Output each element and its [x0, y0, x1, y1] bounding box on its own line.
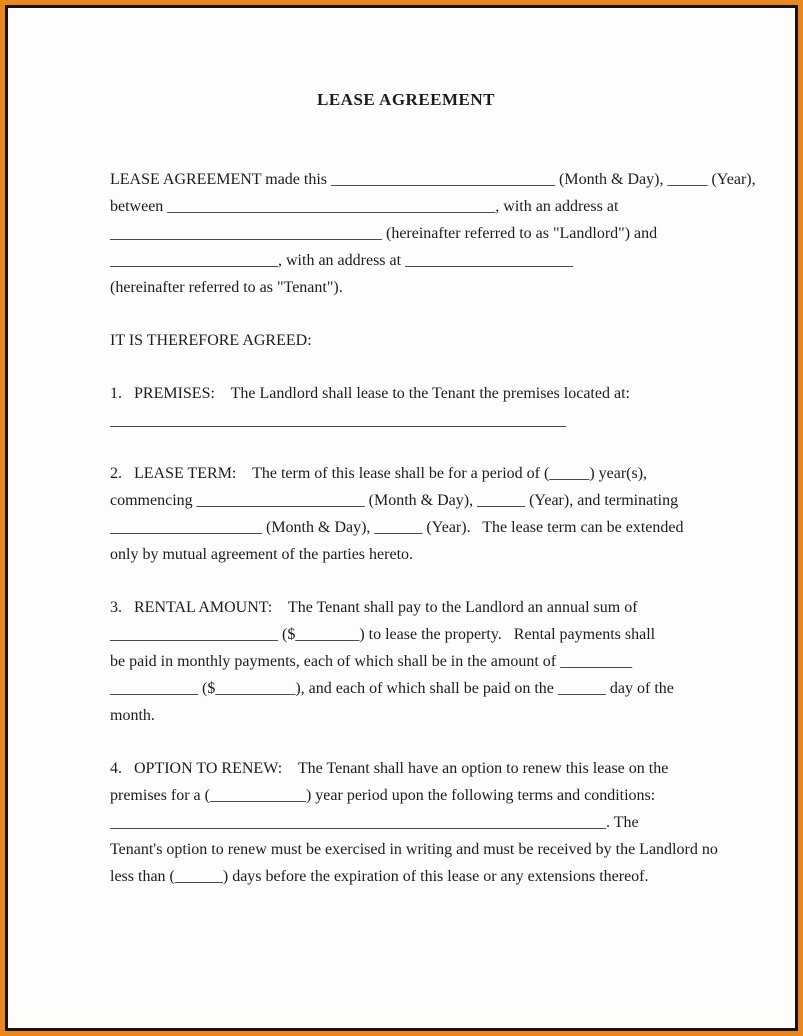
clause-3-rental-amount: [110, 594, 710, 729]
text-line: 1. PREMISES: The Landlord shall lease to the Tenant the premises located at:: [110, 385, 630, 402]
intro-paragraph: [110, 166, 756, 301]
text-line: Tenant's option to renew must be exercised in writing and must be received by the Landlord no: [110, 841, 718, 858]
text-line: __________________________________ (hereinafter referred to as "Landlord") and: [110, 225, 658, 242]
text-line: ___________________ (Month & Day), ______ (Year). The lease term can be extended: [110, 519, 684, 536]
text-line: only by mutual agreement of the parties hereto.: [110, 546, 414, 563]
text-line: 2. LEASE TERM: The term of this lease shall be for a period of (_____) year(s),: [110, 465, 648, 482]
clause-1-premises: [110, 380, 710, 434]
text-line: premises for a (____________) year period upon the following terms and conditions:: [110, 787, 656, 804]
text-line: LEASE AGREEMENT made this ____________________________ (Month & Day), _____ (Year),: [110, 171, 756, 188]
text-line: commencing _____________________ (Month & Day), ______ (Year), and terminating: [110, 492, 679, 509]
fill-in-blank-line: _________________________________________________________: [110, 412, 566, 429]
text-line: month.: [110, 707, 155, 724]
agreed-heading: IT IS THEREFORE AGREED:: [110, 332, 312, 349]
document-title: LEASE AGREEMENT: [316, 90, 495, 109]
text-line: ______________________________________________________________. The: [110, 814, 639, 831]
text-line: 4. OPTION TO RENEW: The Tenant shall have an option to renew this lease on the: [110, 760, 669, 777]
text-line: less than (______) days before the expiration of this lease or any extensions thereof.: [110, 868, 649, 885]
text-line: 3. RENTAL AMOUNT: The Tenant shall pay to the Landlord an annual sum of: [110, 599, 638, 616]
clause-4-option-to-renew: [110, 755, 718, 890]
text-line: _____________________, with an address at _____________________: [110, 252, 574, 269]
text-line: (hereinafter referred to as "Tenant").: [110, 279, 343, 296]
clause-2-lease-term: [110, 460, 710, 568]
text-line: _____________________ ($________) to lease the property. Rental payments shall: [110, 626, 656, 643]
text-line: between _________________________________________, with an address at: [110, 198, 619, 215]
page-border: [5, 5, 798, 1031]
text-line: be paid in monthly payments, each of which shall be in the amount of _________: [110, 653, 633, 670]
document-content: [8, 8, 756, 890]
text-line: ___________ ($__________), and each of which shall be paid on the ______ day of the: [110, 680, 674, 697]
